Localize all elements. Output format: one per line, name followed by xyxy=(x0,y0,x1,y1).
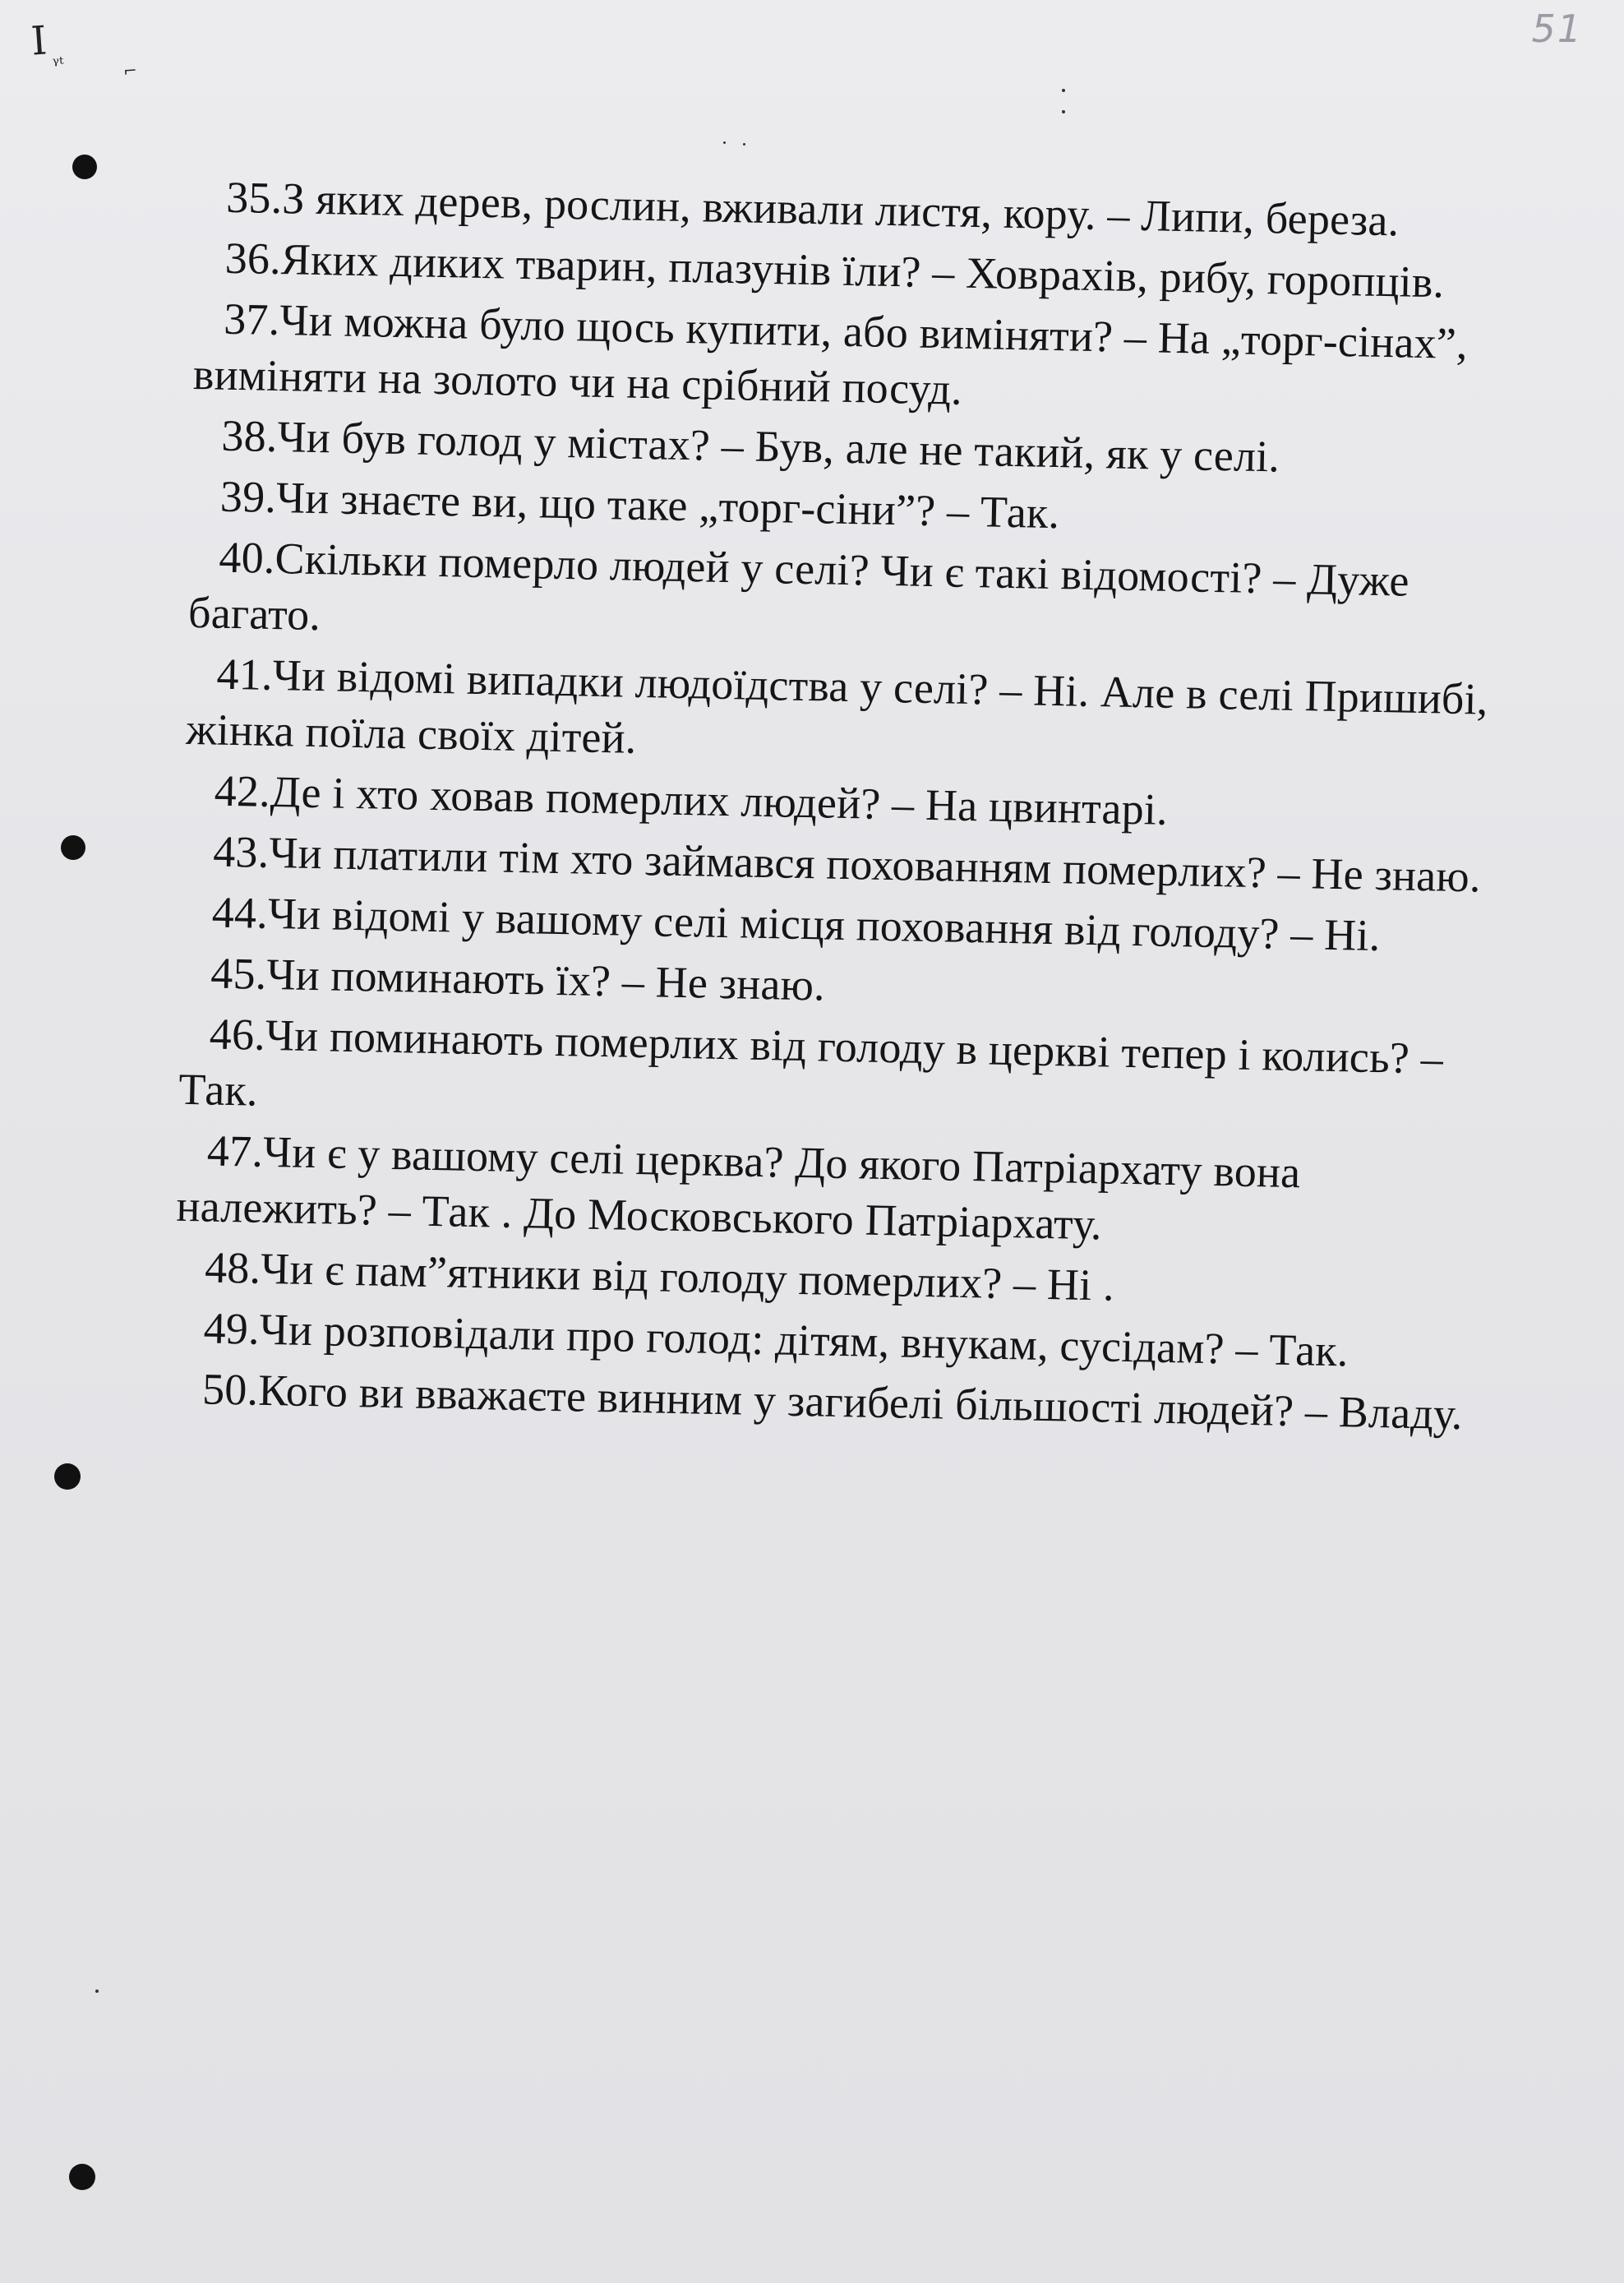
item-number: 49 xyxy=(203,1303,249,1354)
item-text: Де і хто ховав померлих людей? – На цвинтарі. xyxy=(270,766,1169,834)
item-text: Скільки померло людей у селі? Чи є такі відомості? – Дуже багато. xyxy=(187,534,1410,640)
list-item: 46.Чи поминають померлих від голоду в церкві тепер і колись? – Так. xyxy=(178,1009,1444,1116)
paper-speck xyxy=(743,143,745,146)
item-number: 40 xyxy=(218,532,265,583)
item-text: Чи платили тім хто займався похованням померлих? – Не знаю. xyxy=(268,827,1482,902)
paper-speck xyxy=(95,1990,99,1993)
item-text: Чи поминають їх? – Не знаю. xyxy=(265,949,826,1010)
item-text: З яких дерев, рослин, вживали листя, кору. – Липи, береза. xyxy=(281,173,1400,246)
list-item: 36.Яких диких тварин, плазунів їли? – Ховрахів, рибу, горопців. xyxy=(224,233,1445,307)
item-number: 45 xyxy=(210,948,256,999)
item-number: 35 xyxy=(225,172,272,223)
questionnaire-text xyxy=(172,169,1511,1448)
list-item: 35.З яких дерев, рослин, вживали листя, кору. – Липи, береза. xyxy=(225,172,1400,246)
item-text: Чи відомі випадки людоїдства у селі? – Ні. Але в селі Пришибі, жінка поїла своїх дітей. xyxy=(185,649,1489,763)
list-item: 43.Чи платили тім хто займався похованням померлих? – Не знаю. xyxy=(212,826,1482,902)
item-number: 41 xyxy=(216,649,262,700)
item-text: Чи є пам”ятники від голоду померлих? – Ні . xyxy=(260,1243,1115,1310)
list-item: 41.Чи відомі випадки людоїдства у селі? – Ні. Але в селі Пришибі, жінка поїла своїх дітей. xyxy=(185,649,1489,763)
item-text: Чи можна було щось купити, або виміняти? – На „торг-сінах”, виміняти на золото чи на срібний посуд. xyxy=(192,295,1469,414)
list-item: 47.Чи є у вашому селі церква? До якого Патріархату вона належить? – Так . До Московського Патріархату. xyxy=(176,1125,1301,1250)
list-item: 44.Чи відомі у вашому селі місця поховання від голоду? – Ні. xyxy=(211,887,1381,961)
punch-hole xyxy=(69,2164,95,2190)
item-number: 37 xyxy=(223,293,270,344)
list-item: 37.Чи можна було щось купити, або виміняти? – На „торг-сінах”, виміняти на золото чи на срібний посуд. xyxy=(192,293,1469,414)
punch-hole xyxy=(61,835,85,860)
item-number: 38 xyxy=(220,410,267,461)
item-text: Яких диких тварин, плазунів їли? – Ховрахів, рибу, горопців. xyxy=(280,234,1445,307)
list-item: 49.Чи розповідали про голод: дітям, внукам, сусідам? – Так. xyxy=(203,1303,1349,1376)
handwritten-scribble: ⌐ xyxy=(122,60,138,81)
item-number: 43 xyxy=(212,826,259,877)
paper-speck xyxy=(1062,110,1065,113)
list-item: 50.Кого ви вважаєте винним у загибелі більшості людей? – Владу. xyxy=(201,1364,1464,1440)
handwritten-corner-mark: I xyxy=(30,17,48,65)
item-text: Чи розповідали про голод: дітям, внукам, сусідам? – Так. xyxy=(259,1304,1349,1376)
list-item: 38.Чи був голод у містах? – Був, але не такий, як у селі. xyxy=(220,410,1280,482)
list-item: 45.Чи поминають їх? – Не знаю. xyxy=(210,948,826,1010)
item-text: Кого ви вважаєте винним у загибелі більшості людей? – Владу. xyxy=(257,1365,1464,1440)
page-number: 51 xyxy=(1531,7,1583,51)
paper-speck xyxy=(723,141,726,144)
list-item: 40.Скільки померло людей у селі? Чи є такі відомості? – Дуже багато. xyxy=(187,532,1410,640)
item-number: 39 xyxy=(219,471,266,522)
punch-hole xyxy=(54,1463,81,1490)
list-item: 39.Чи знаєте ви, що таке „торг-сіни”? – Так. xyxy=(219,471,1060,538)
item-number: 36 xyxy=(224,233,270,284)
item-number: 48 xyxy=(204,1242,251,1293)
item-number: 42 xyxy=(214,765,260,816)
list-item: 42.Де і хто ховав померлих людей? – На цвинтарі. xyxy=(214,765,1169,834)
item-text: Чи є у вашому селі церква? До якого Патріархату вона належить? – Так . До Московського Патріархату. xyxy=(176,1126,1301,1250)
item-text: Чи відомі у вашому селі місця поховання від голоду? – Ні. xyxy=(267,888,1381,961)
list-item: 48.Чи є пам”ятники від голоду померлих? – Ні . xyxy=(204,1242,1115,1310)
handwritten-scribble: ᵞᵗ xyxy=(52,53,65,76)
item-number: 47 xyxy=(206,1125,253,1176)
item-text: Чи знаєте ви, що таке „торг-сіни”? – Так. xyxy=(275,473,1060,538)
item-number: 44 xyxy=(211,887,257,938)
item-text: Чи був голод у містах? – Був, але не такий, як у селі. xyxy=(276,412,1280,482)
item-text: Чи поминають померлих від голоду в церкві тепер і колись? – Так. xyxy=(178,1010,1444,1116)
paper-speck xyxy=(1062,89,1065,92)
item-number: 50 xyxy=(201,1364,248,1415)
punch-hole xyxy=(72,155,97,179)
item-number: 46 xyxy=(209,1009,255,1060)
